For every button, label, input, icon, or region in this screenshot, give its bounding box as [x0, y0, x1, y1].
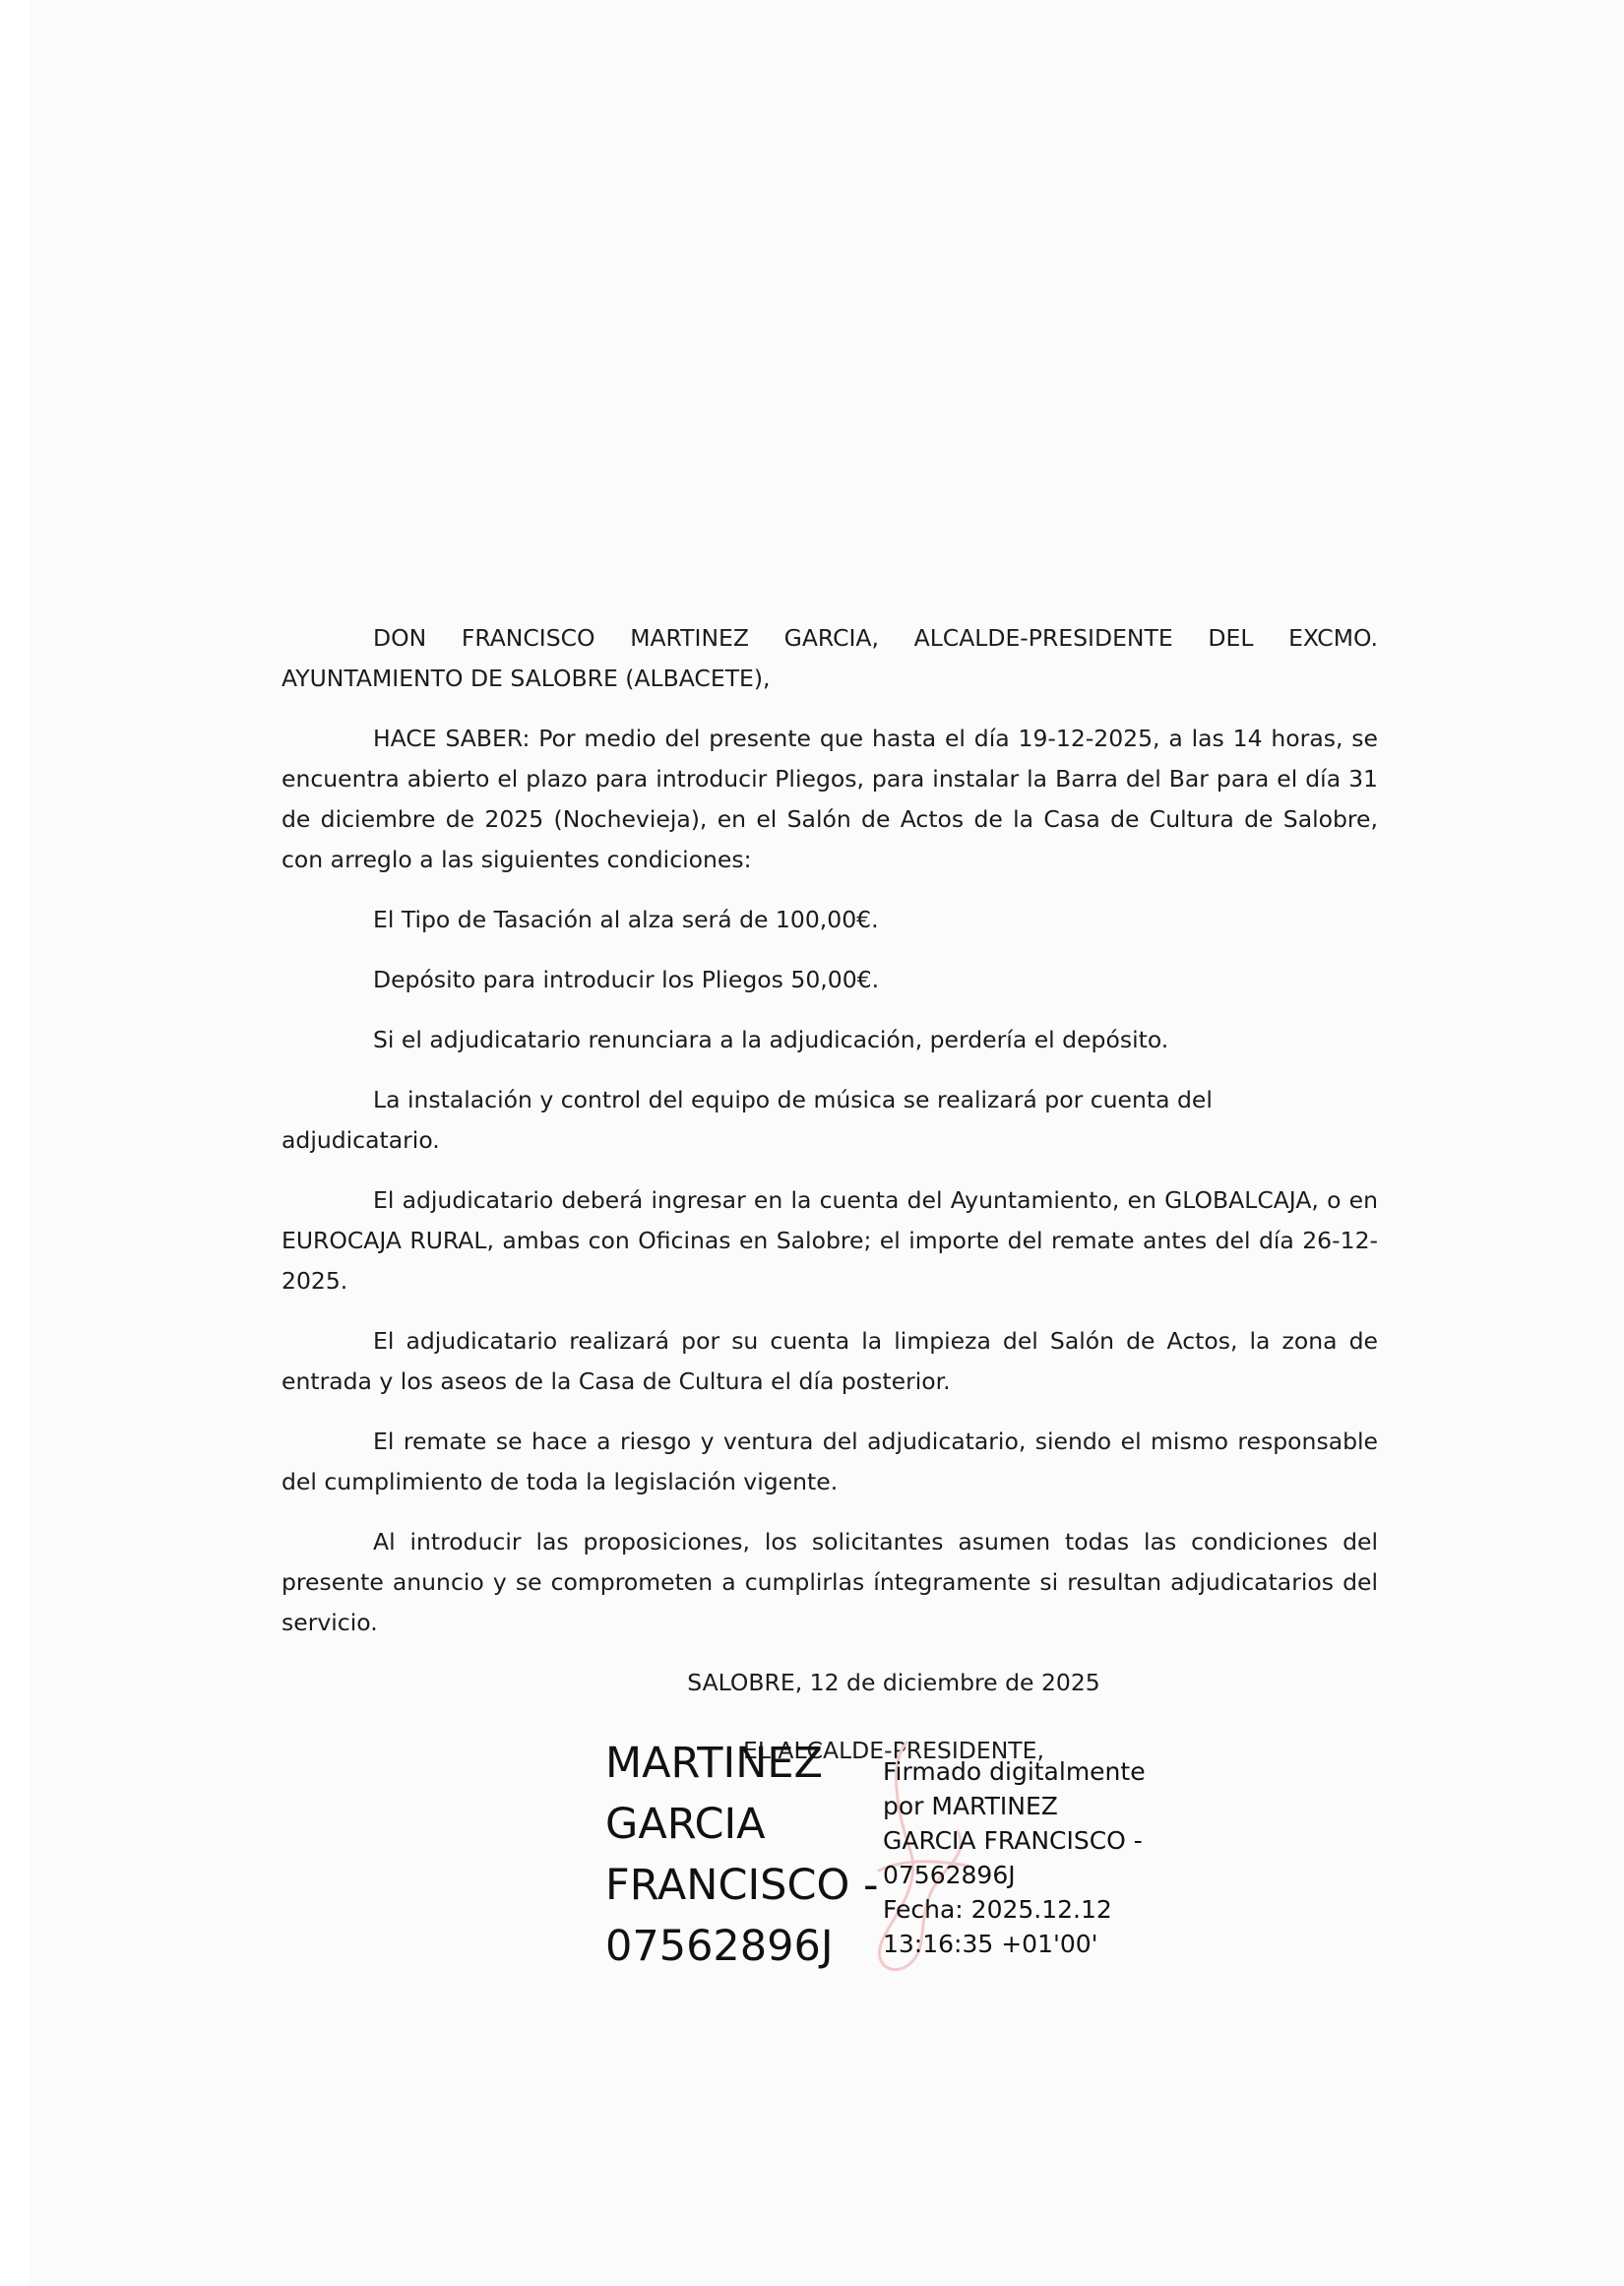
payment-paragraph: El adjudicatario deberá ingresar en la cuenta del Ayuntamiento, en GLOBALCAJA, o en EUROCAJA RURAL, ambas con Oficinas en Salobre; el importe del remate antes del día 26-12-2025. — [281, 1186, 1378, 1295]
signer-title: EL ALCALDE-PRESIDENTE, — [743, 1737, 1044, 1764]
signature-info-line-1: Firmado digitalmente — [883, 1757, 1146, 1786]
signer-name-line-2: GARCIA — [605, 1800, 766, 1849]
condition-3: Si el adjudicatario renunciara a la adjudicación, perdería el depósito. — [373, 1026, 1169, 1053]
intro-line-2: AYUNTAMIENTO DE SALOBRE (ALBACETE), — [281, 665, 771, 692]
hace-saber-paragraph: HACE SABER: Por medio del presente que hasta el día 19-12-2025, a las 14 horas, se encuentra abierto el plazo para introducir Pliegos, para instalar la Barra del Bar para el día 31 de diciembre de 2025 (Nochevieja), en el Salón de Actos de la Casa de Cultura de Salobre, con arreglo a las siguientes condiciones: — [281, 725, 1378, 873]
condition-4: La instalación y control del equipo de música se realizará por cuenta del adjudicatario. — [281, 1086, 1213, 1154]
signature-info-line-6: 13:16:35 +01'00' — [883, 1930, 1098, 1958]
condition-1: El Tipo de Tasación al alza será de 100,00€. — [373, 906, 879, 933]
signer-name — [605, 1733, 891, 1977]
signature-details — [883, 1754, 1208, 1961]
document-body — [281, 618, 1378, 1771]
place-date: SALOBRE, 12 de diciembre de 2025 — [687, 1669, 1100, 1696]
signer-name-line-4: 07562896J — [605, 1922, 834, 1971]
digital-signature-block — [605, 1733, 1235, 1989]
acceptance-paragraph: Al introducir las proposiciones, los solicitantes asumen todas las condiciones del presente anuncio y se comprometen a cumplirlas íntegramente si resultan adjudicatarios del servicio. — [281, 1528, 1378, 1636]
cleaning-paragraph: El adjudicatario realizará por su cuenta la limpieza del Salón de Actos, la zona de entrada y los aseos de la Casa de Cultura el día posterior. — [281, 1327, 1378, 1395]
signature-info-line-3: GARCIA FRANCISCO - — [883, 1826, 1143, 1855]
signature-info-line-2: por MARTINEZ — [883, 1792, 1058, 1820]
intro-paragraph — [281, 618, 1378, 659]
signature-info-line-5: Fecha: 2025.12.12 — [883, 1895, 1112, 1924]
signer-name-line-3: FRANCISCO - — [605, 1861, 879, 1910]
signature-info-line-4: 07562896J — [883, 1861, 1016, 1889]
risk-paragraph: El remate se hace a riesgo y ventura del adjudicatario, siendo el mismo responsable del cumplimiento de toda la legislación vigente. — [281, 1428, 1378, 1495]
condition-2: Depósito para introducir los Pliegos 50,00€. — [373, 966, 880, 993]
intro-line-1: DON FRANCISCO MARTINEZ GARCIA, ALCALDE-PRESIDENTE DEL EXCMO. — [373, 624, 1378, 652]
signer-name-line-1: MARTINEZ — [605, 1739, 824, 1788]
intro-paragraph-line-2 — [281, 659, 1378, 699]
